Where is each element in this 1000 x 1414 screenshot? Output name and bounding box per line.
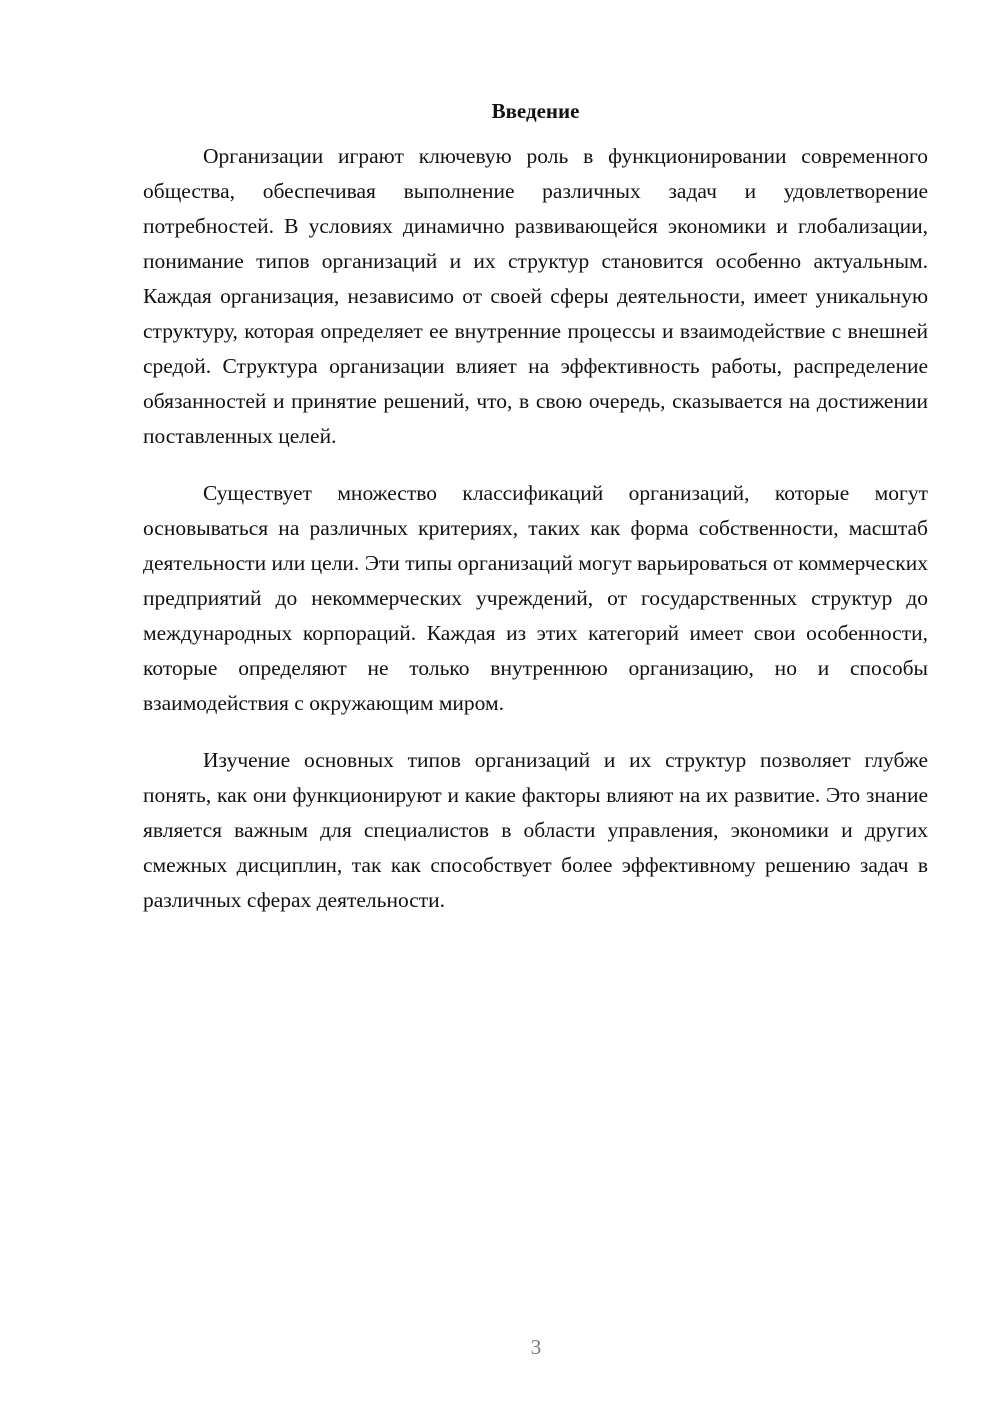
page-content bbox=[143, 96, 928, 918]
page-number: 3 bbox=[530, 1335, 542, 1359]
paragraph-1: Организации играют ключевую роль в функционировании современного общества, обеспечивая выполнение различных задач и удовлетворение потребностей. В условиях динамично развивающейся экономики и глобализации, понимание типов организаций и их структур становится особенно актуальным. Каждая организация, независимо от своей сферы деятельности, имеет уникальную структуру, которая определяет ее внутренние процессы и взаимодействие с внешней средой. Структура организации влияет на эффективность работы, распределение обязанностей и принятие решений, что, в свою очередь, сказывается на достижении поставленных целей. bbox=[143, 144, 928, 448]
paragraph-3: Изучение основных типов организаций и их структур позволяет глубже понять, как они функционируют и какие факторы влияют на их развитие. Это знание является важным для специалистов в области управления, экономики и других смежных дисциплин, так как способствует более эффективному решению задач в различных сферах деятельности. bbox=[143, 748, 928, 912]
paragraph-2: Существует множество классификаций организаций, которые могут основываться на различных критериях, таких как форма собственности, масштаб деятельности или цели. Эти типы организаций могут варьироваться от коммерческих предприятий до некоммерческих учреждений, от государственных структур до международных корпораций. Каждая из этих категорий имеет свои особенности, которые определяют не только внутреннюю организацию, но и способы взаимодействия с окружающим миром. bbox=[143, 481, 928, 715]
section-title: Введение bbox=[491, 99, 580, 123]
